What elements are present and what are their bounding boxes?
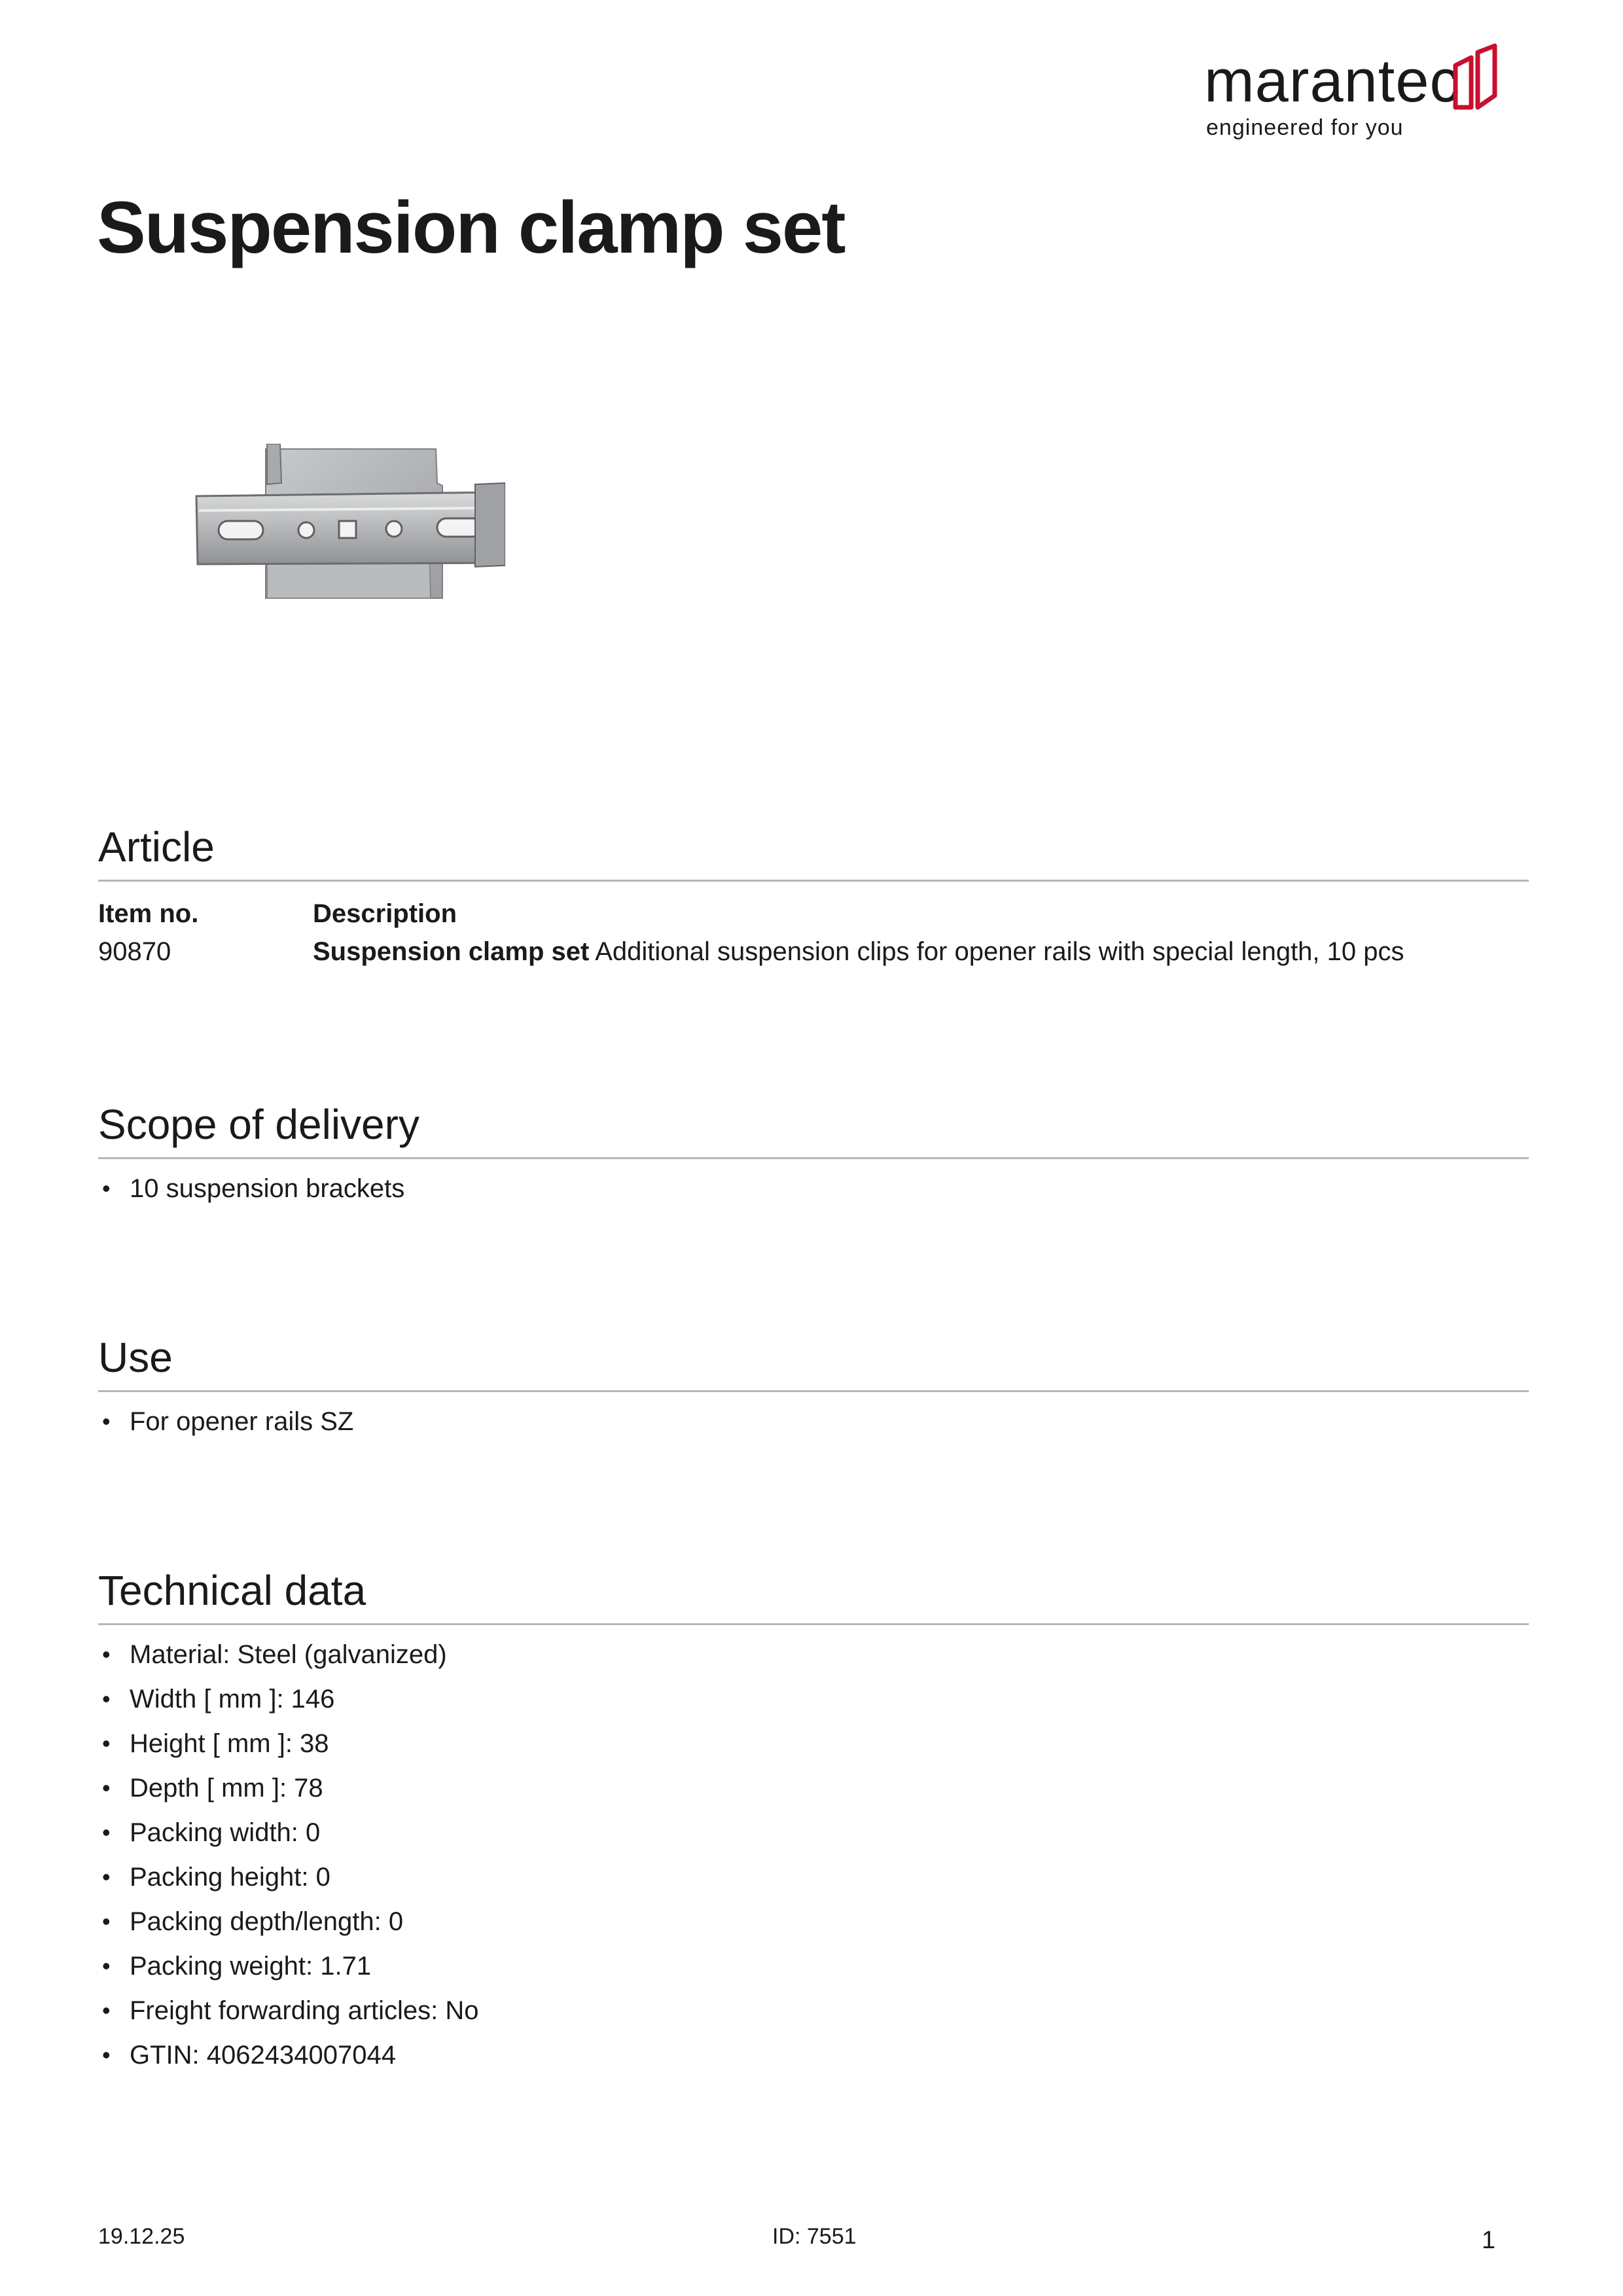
list-item: • Packing height: 0 [98, 1855, 479, 1899]
item-no-value: 90870 [98, 937, 171, 966]
list-item: • Packing weight: 1.71 [98, 1944, 479, 1988]
footer-id: ID: 7551 [772, 2224, 857, 2249]
page-title: Suspension clamp set [97, 187, 845, 268]
description-value [313, 939, 1404, 965]
list-item: • Height [ mm ]: 38 [98, 1721, 479, 1766]
description-header: Description [313, 899, 457, 928]
page-number: 1 [1482, 2227, 1496, 2254]
technical-divider [98, 1623, 1529, 1625]
marantec-logo-icon [1452, 43, 1500, 115]
list-item: • Packing depth/length: 0 [98, 1899, 479, 1944]
list-item: • Packing width: 0 [98, 1810, 479, 1855]
scope-divider [98, 1157, 1529, 1159]
article-divider [98, 880, 1529, 882]
list-item: • 10 suspension brackets [98, 1166, 404, 1211]
list-item: • Depth [ mm ]: 78 [98, 1766, 479, 1810]
technical-heading: Technical data [98, 1567, 366, 1614]
list-item: • Width [ mm ]: 146 [98, 1677, 479, 1721]
article-heading: Article [98, 823, 215, 870]
list-item: • For opener rails SZ [98, 1399, 353, 1444]
footer-date: 19.12.25 [98, 2224, 185, 2249]
use-heading: Use [98, 1334, 173, 1381]
scope-list [98, 1166, 404, 1211]
list-item: • Freight forwarding articles: No [98, 1988, 479, 2033]
use-divider [98, 1390, 1529, 1392]
item-no-header: Item no. [98, 899, 199, 928]
technical-list [98, 1632, 479, 2077]
list-item: • GTIN: 4062434007044 [98, 2033, 479, 2077]
description-product-name: Suspension clamp set [313, 937, 590, 966]
brand-wordmark: marantec [1204, 48, 1461, 115]
list-item: • Material: Steel (galvanized) [98, 1632, 479, 1677]
scope-heading: Scope of delivery [98, 1101, 419, 1148]
brand-tagline: engineered for you [1206, 115, 1404, 140]
use-list [98, 1399, 353, 1444]
description-text: Additional suspension clips for opener rails with special length, 10 pcs [595, 937, 1404, 966]
product-image [194, 444, 505, 620]
